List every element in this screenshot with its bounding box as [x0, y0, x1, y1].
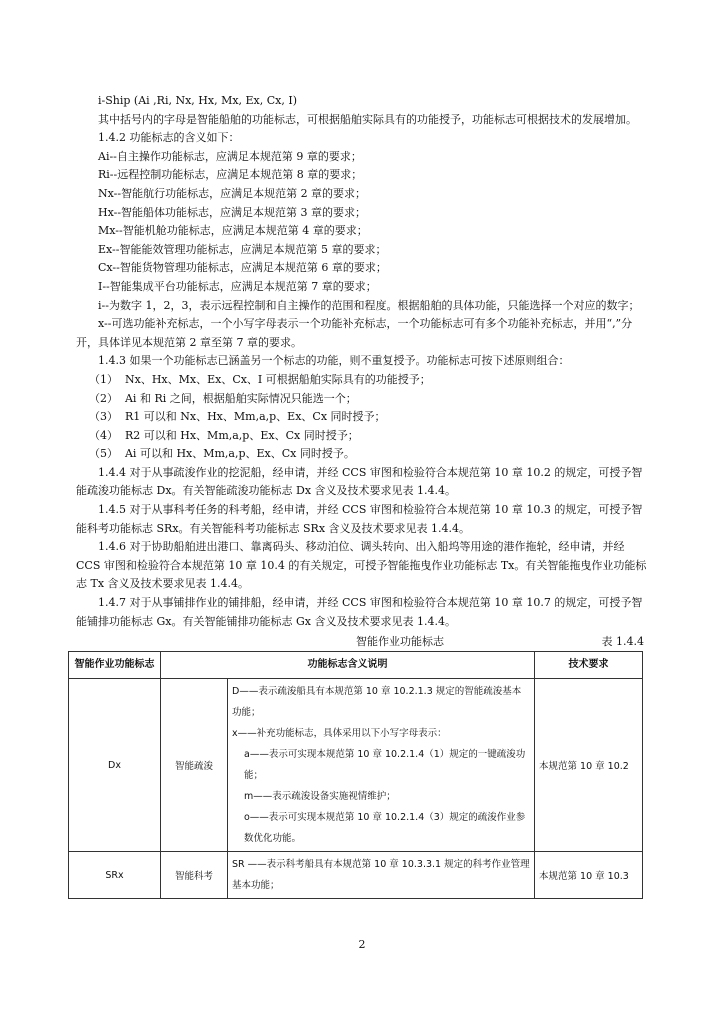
desc-line: SR ——表示科考船具有本规范第 10 章 10.3.3.1 规定的科考作业管理基本功能；	[232, 859, 530, 892]
section-1-4-7: 1.4.7 对于从事铺排作业的铺排船，经申请，并经 CCS 审图和检验符合本规范第 10 章 10.7 的规定，可授予智能铺排功能标志 Gx。有关智能铺排功能标志 Gx 含义及技术要求见表 1.4.4。	[76, 596, 643, 628]
mark-i: I--智能集成平台功能标志，应满足本规范第 7 章的要求；	[98, 279, 377, 293]
rule-1: （1） Nx、Hx、Mx、Ex、Cx、I 可根据船舶实际具有的功能授予；	[89, 372, 431, 386]
section-1-4-3: 1.4.3 如果一个功能标志已涵盖另一个标志的功能，则不重复授予。功能标志可按下述原则组合：	[98, 354, 570, 368]
table-row	[69, 679, 643, 852]
rule-3: （3） R1 可以和 Nx、Hx、Mm,a,p、Ex、Cx 同时授予；	[89, 410, 386, 424]
row-description	[228, 679, 535, 852]
desc-line: o——表示可实现本规范第 10 章 10.2.1.4（3）规定的疏浚作业参数优化功能。	[244, 812, 526, 845]
row-requirement: 本规范第 10 章 10.2	[535, 679, 643, 852]
table-row	[69, 852, 643, 899]
desc-line: a——表示可实现本规范第 10 章 10.2.1.4（1）规定的一键疏浚功能；	[244, 749, 526, 782]
table-title: 智能作业功能标志	[356, 635, 444, 649]
notation-heading: i-Ship (Ai ,Ri, Nx, Hx, Mx, Ex, Cx, I)	[98, 94, 297, 107]
table-header-row	[69, 652, 643, 679]
rule-2: （2） Ai 和 Ri 之间，根据船舶实际情况只能选一个；	[89, 391, 357, 405]
header-requirement: 技术要求	[535, 652, 643, 679]
section-1-4-5: 1.4.5 对于从事科考任务的科考船，经申请，并经 CCS 审图和检验符合本规范第 10 章 10.3 的规定，可授予智能科考功能标志 SRx。有关智能科考功能标志 SRx 含义及技术要求见表 1.4.4。	[76, 503, 643, 535]
section-1-4-6: 1.4.6 对于协助船舶进出港口、靠离码头、移动泊位、调头转向、出入船坞等用途的港作拖轮，经申请，并经 CCS 审图和检验符合本规范第 10 章 10.4 的有关规定，可授予智能拖曳作业功能标志 Tx。有关智能拖曳作业功能标志 Tx 含义及技术要求见表 1.4.4。	[76, 540, 647, 591]
page-number: 2	[358, 938, 366, 951]
table-number: 表 1.4.4	[601, 635, 644, 649]
mark-cx: Cx--智能货物管理功能标志，应满足本规范第 6 章的要求；	[98, 261, 387, 275]
section-1-4-4: 1.4.4 对于从事疏浚作业的挖泥船，经申请，并经 CCS 审图和检验符合本规范第 10 章 10.2 的规定，可授予智能疏浚功能标志 Dx。有关智能疏浚功能标志 Dx 含义及技术要求见表 1.4.4。	[76, 465, 643, 498]
header-mark: 智能作业功能标志	[69, 652, 161, 679]
header-description: 功能标志含义说明	[161, 652, 535, 679]
row-requirement: 本规范第 10 章 10.3	[535, 852, 643, 899]
document-body	[76, 92, 650, 899]
desc-line: D——表示疏浚船具有本规范第 10 章 10.2.1.3 规定的智能疏浚基本功能；	[232, 686, 522, 719]
row-name: 智能疏浚	[161, 679, 228, 852]
intro-paragraph: 其中括号内的字母是智能船舶的功能标志，可根据船舶实际具有的功能授予，功能标志可根据技术的发展增加。	[98, 112, 637, 126]
mark-mx: Mx--智能机舱功能标志，应满足本规范第 4 章的要求；	[98, 224, 368, 238]
section-1-4-2: 1.4.2 功能标志的含义如下：	[98, 131, 240, 145]
x-note: x--可选功能补充标志，一个小写字母表示一个功能补充标志，一个功能标志可有多个功能补充标志，并用“,”分开，具体详见本规范第 2 章至第 7 章的要求。	[76, 317, 633, 349]
i-note: i--为数字 1，2，3，表示远程控制和自主操作的范围和程度。根据船舶的具体功能，只能选择一个对应的数字；	[98, 298, 640, 312]
row-code: Dx	[69, 679, 161, 852]
row-name: 智能科考	[161, 852, 228, 899]
mark-nx: Nx--智能航行功能标志，应满足本规范第 2 章的要求；	[98, 186, 367, 200]
mark-ri: Ri--远程控制功能标志，应满足本规范第 8 章的要求；	[98, 168, 363, 182]
rule-4: （4） R2 可以和 Hx、Mm,a,p、Ex、Cx 同时授予；	[89, 428, 359, 442]
desc-line: x——补充功能标志，具体采用以下小写字母表示：	[232, 728, 447, 740]
mark-ai: Ai--自主操作功能标志，应满足本规范第 9 章的要求；	[98, 149, 362, 163]
row-description	[228, 852, 535, 899]
mark-ex: Ex--智能能效管理功能标志，应满足本规范第 5 章的要求；	[98, 242, 387, 256]
function-mark-table	[68, 651, 643, 899]
desc-line: m——表示疏浚设备实施视情维护；	[244, 791, 396, 803]
mark-hx: Hx--智能船体功能标志，应满足本规范第 3 章的要求；	[98, 205, 367, 219]
row-code: SRx	[69, 852, 161, 899]
rule-5: （5） Ai 可以和 Hx、Mm,a,p、Ex、Cx 同时授予。	[89, 447, 355, 461]
table-caption	[76, 633, 650, 651]
